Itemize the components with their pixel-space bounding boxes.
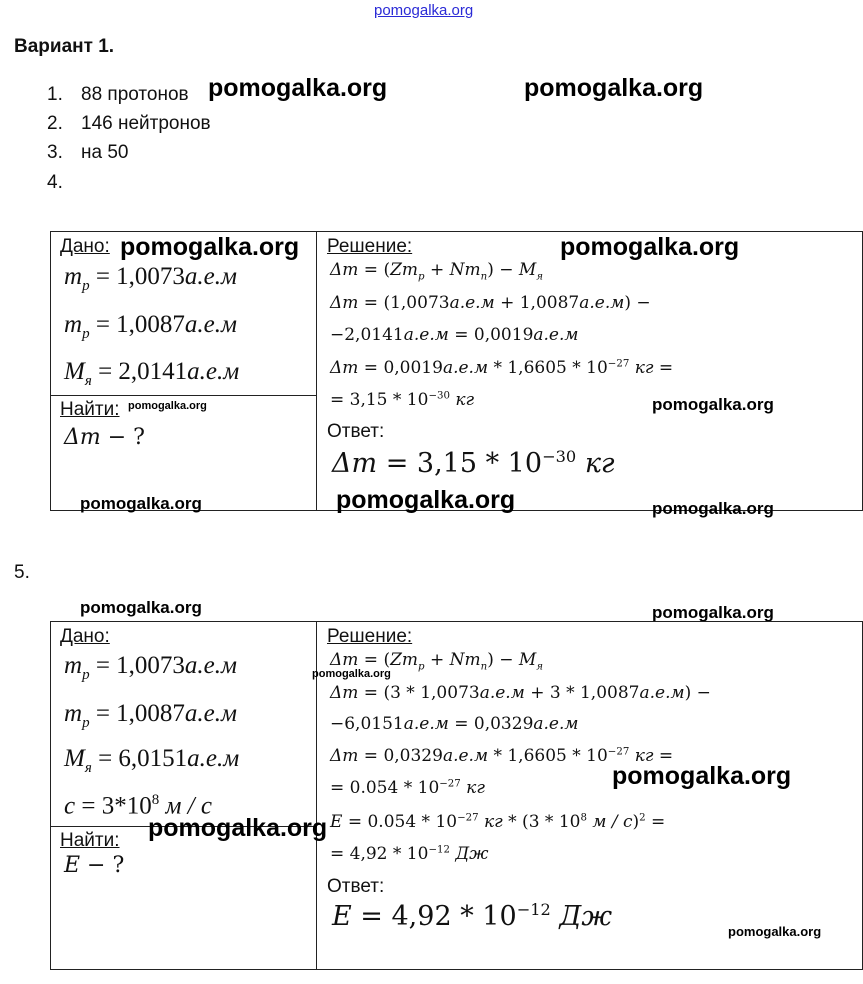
given-value: $m_p = 1,0073а.е.м$	[64, 652, 237, 683]
watermark: pomogalka.org	[728, 924, 822, 939]
watermark: pomogalka.org	[128, 400, 207, 412]
solution-line: = $3,15 * 10^{-30}$ кг	[330, 390, 475, 410]
list-item	[47, 84, 189, 106]
watermark: pomogalka.org	[312, 668, 391, 680]
answer-label: Ответ:	[327, 876, 385, 897]
given-label: Дано:	[60, 236, 110, 257]
list-item	[47, 142, 128, 164]
answer-label: Ответ:	[327, 421, 385, 442]
find-value: Δm − ?	[64, 425, 145, 450]
watermark: pomogalka.org	[560, 233, 740, 261]
solution-label: Решение:	[327, 626, 413, 647]
find-label: Найти:	[60, 830, 120, 851]
item-text: 146 нейтронов	[81, 113, 211, 134]
find-label: Найти:	[60, 399, 120, 420]
watermark: pomogalka.org	[336, 486, 516, 514]
watermark: pomogalka.org	[652, 395, 774, 414]
list-item	[47, 172, 81, 194]
solution-line: = $4,92 * 10^{-12}$ Дж	[330, 844, 489, 864]
watermark: pomogalka.org	[80, 598, 202, 617]
watermark: pomogalka.org	[652, 603, 774, 622]
given-value: $m_p = 1,0087а.е.м$	[64, 700, 237, 731]
site-link[interactable]: pomogalka.org	[374, 2, 474, 19]
section-number: 5.	[14, 562, 30, 583]
solution-label: Решение:	[327, 236, 413, 257]
solution-line: $E = 0.054 * 10^{-27}$ кг * ($3 * 10^8$ м / c)$^2$ =	[330, 812, 666, 832]
answer-value: $E = 4,92 * 10^{-12}$ Дж	[332, 900, 613, 932]
table-divider	[50, 395, 316, 396]
watermark: pomogalka.org	[120, 233, 300, 261]
given-value: $m_p = 1,0087а.е.м$	[64, 311, 237, 342]
solution-line: $\Delta m = 0,0019а.е.м * 1,6605 * 10^{-27}$ кг =	[330, 358, 674, 378]
item-number: 1.	[47, 84, 63, 105]
solution-line: = $0.054 * 10^{-27}$ кг	[330, 778, 485, 798]
solution-line: $\Delta m = (Zm_p + Nm_n) - M_я$	[330, 260, 544, 283]
item-number: 4.	[47, 172, 63, 193]
watermark: pomogalka.org	[652, 499, 774, 518]
given-value: $M_я = 2,0141а.е.м$	[64, 358, 240, 389]
solution-line: $\Delta m = (Zm_p + Nm_n) - M_я$	[330, 650, 544, 673]
variant-title: Вариант 1.	[14, 36, 115, 57]
watermark: pomogalka.org	[80, 494, 202, 513]
solution-line: Δm = (3 * 1,0073а.е.м + 3 * 1,0087а.е.м) −	[330, 683, 711, 703]
item-text: 88 протонов	[81, 84, 189, 105]
solution-line: −6,0151а.е.м = 0,0329а.е.м	[330, 714, 579, 734]
given-label: Дано:	[60, 626, 110, 647]
solution-line: −2,0141а.е.м = 0,0019а.е.м	[330, 325, 579, 345]
item-text: на 50	[81, 142, 129, 163]
solution-line: $\Delta m = 0,0329а.е.м * 1,6605 * 10^{-27}$ кг =	[330, 746, 674, 766]
watermark: pomogalka.org	[148, 814, 328, 842]
given-value: $m_p = 1,0073а.е.м$	[64, 263, 237, 294]
item-number: 2.	[47, 113, 63, 134]
table-divider	[316, 231, 317, 511]
answer-value: $\Delta m = 3,15 * 10^{-30}$ кг	[332, 447, 615, 479]
find-value: E − ?	[64, 853, 125, 878]
given-value: $c = 3*10^8$ м / c	[64, 792, 212, 820]
watermark: pomogalka.org	[524, 74, 704, 102]
list-item	[47, 113, 211, 135]
item-number: 3.	[47, 142, 63, 163]
watermark: pomogalka.org	[208, 74, 388, 102]
solution-line: Δm = (1,0073а.е.м + 1,0087а.е.м) −	[330, 293, 651, 313]
given-value: $M_я = 6,0151а.е.м$	[64, 745, 240, 776]
watermark: pomogalka.org	[612, 762, 792, 790]
